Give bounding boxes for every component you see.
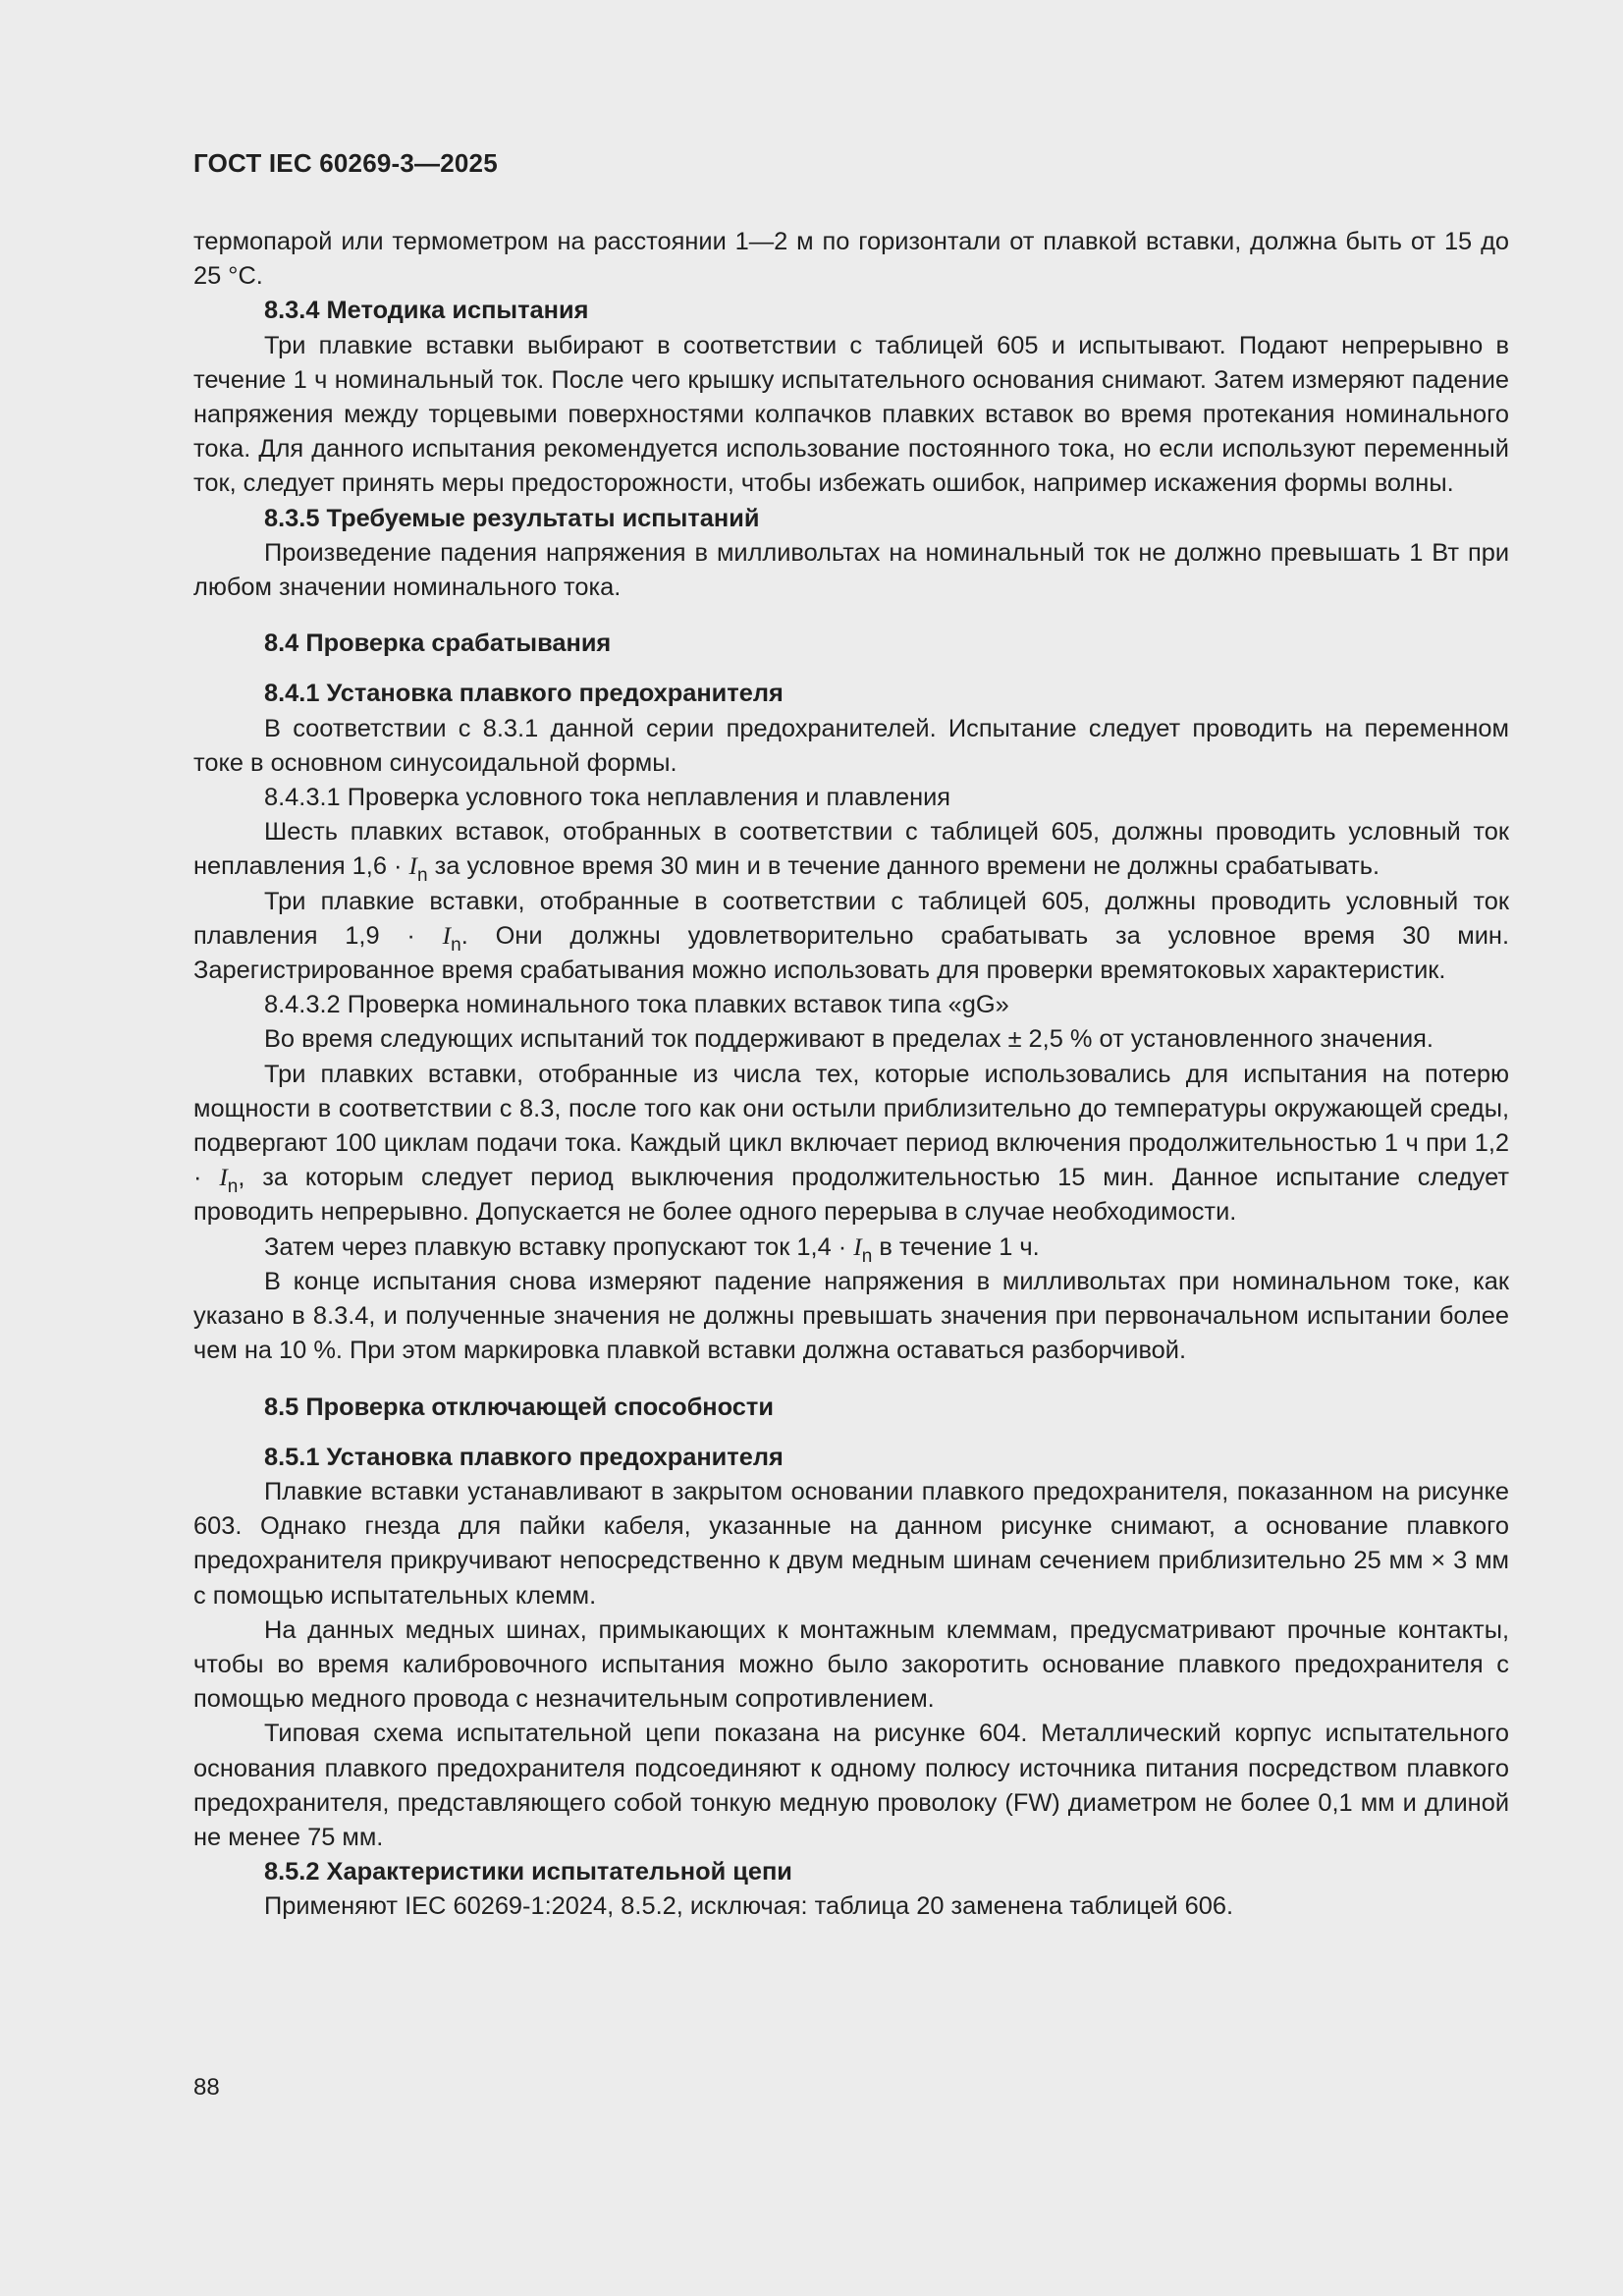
heading-8-5: 8.5 Проверка отключающей способности: [264, 1393, 774, 1421]
paragraph-with-formula: Шесть плавких вставок, отобранных в соответствии с таблицей 605, должны проводить условный ток неплавления $1,6 \cdot I_n$ за условное время 30 мин и в течение данного времени не должны срабатывать.: [193, 818, 1509, 887]
paragraph: Плавкие вставки устанавливают в закрытом основании плавкого предохранителя, показанном на рисунке 603. Однако гнезда для пайки кабеля, указанные на данном рисунке снимают, а основание плавкого предохранителя прикручивают непосредственно к двум медным шинам сечением приблизительно 25 мм × 3 мм с помощью испытательных клемм.: [193, 1477, 1509, 1610]
paragraph: Применяют IEC 60269-1:2024, 8.5.2, исключая: таблица 20 заменена таблицей 606.: [264, 1892, 1234, 1921]
document-body: [193, 225, 1509, 1925]
heading-8-4-1: 8.4.1 Установка плавкого предохранителя: [264, 680, 784, 708]
paragraph-with-formula: Три плавких вставки, отобранные из числа тех, которые использовались для испытания на потерю мощности в соответствии с 8.3, после того как они остыли приблизительно до температуры окружающей среды, подвергают 100 циклам подачи тока. Каждый цикл включает период включения продолжительностью 1 ч при $1,2 \cdot I_n$, за которым следует период выключения продолжительностью 15 мин. Данное испытание следует проводить непрерывно. Допускается не более одного перерыва в случае необходимости.: [193, 1060, 1510, 1227]
current-symbol: I: [408, 852, 418, 881]
current-symbol: I: [219, 1164, 228, 1192]
heading-8-3-4: 8.3.4 Методика испытания: [264, 297, 589, 325]
current-symbol: I: [442, 921, 452, 950]
paragraph: Во время следующих испытаний ток поддерживают в пределах ± 2,5 % от установленного значения.: [264, 1025, 1434, 1054]
paragraph-continued: термопарой или термометром на расстоянии 1—2 м по горизонтали от плавкой вставки, должна быть от 15 до 25 °С.: [193, 228, 1509, 291]
heading-8-4-3-1: 8.4.3.1 Проверка условного тока неплавления и плавления: [264, 784, 951, 812]
heading-8-4-3-2: 8.4.3.2 Проверка номинального тока плавких вставок типа «gG»: [264, 991, 1009, 1019]
paragraph: В конце испытания снова измеряют падение напряжения в милливольтах при номинальном токе, как указано в 8.3.4, и полученные значения не должны превышать значения при первоначальном испытании более чем на 10 %. При этом маркировка плавкой вставки должна оставаться разборчивой.: [193, 1267, 1509, 1365]
page-number: 88: [193, 2074, 220, 2101]
paragraph: Типовая схема испытательной цепи показана на рисунке 604. Металлический корпус испытательного основания плавкого предохранителя подсоединяют к одному полюсу источника питания посредством плавкого предохранителя, представляющего собой тонкую медную проволоку (FW) диаметром не более 0,1 мм и длиной не менее 75 мм.: [193, 1720, 1509, 1851]
paragraph-with-formula: Затем через плавкую вставку пропускают ток $1,4 \cdot I_n$ в течение 1 ч.: [264, 1232, 1040, 1267]
heading-8-3-5: 8.3.5 Требуемые результаты испытаний: [264, 504, 760, 532]
paragraph: На данных медных шинах, примыкающих к монтажным клеммам, предусматривают прочные контакты, чтобы во время калибровочного испытания можно было закоротить основание плавкого предохранителя с помощью медного провода с незначительным сопротивлением.: [193, 1615, 1509, 1714]
paragraph: В соответствии с 8.3.1 данной серии предохранителей. Испытание следует проводить на переменном токе в основном синусоидальной формы.: [193, 714, 1509, 777]
document-header: ГОСТ IEC 60269-3—2025: [193, 148, 498, 178]
current-symbol: I: [853, 1232, 862, 1261]
heading-8-5-2: 8.5.2 Характеристики испытательной цепи: [264, 1858, 792, 1886]
heading-8-4: 8.4 Проверка срабатывания: [264, 629, 612, 658]
paragraph: Три плавкие вставки выбирают в соответствии с таблицей 605 и испытывают. Подают непрерывно в течение 1 ч номинальный ток. После чего крышку испытательного основания снимают. Затем измеряют падение напряжения между торцевыми поверхностями колпачков плавких вставок во время протекания номинального тока. Для данного испытания рекомендуется использование постоянного тока, но если используют переменный ток, следует принять меры предосторожности, чтобы избежать ошибок, например искажения формы волны.: [193, 331, 1509, 498]
paragraph-with-formula: Три плавкие вставки, отобранные в соответствии с таблицей 605, должны проводить условный ток плавления $1,9 \cdot I_n$. Они должны удовлетворительно срабатывать за условное время 30 мин. Зарегистрированное время срабатывания можно использовать для проверки времятоковых характеристик.: [193, 887, 1510, 985]
paragraph: Произведение падения напряжения в милливольтах на номинальный ток не должно превышать 1 Вт при любом значении номинального тока.: [193, 538, 1509, 602]
heading-8-5-1: 8.5.1 Установка плавкого предохранителя: [264, 1443, 784, 1471]
